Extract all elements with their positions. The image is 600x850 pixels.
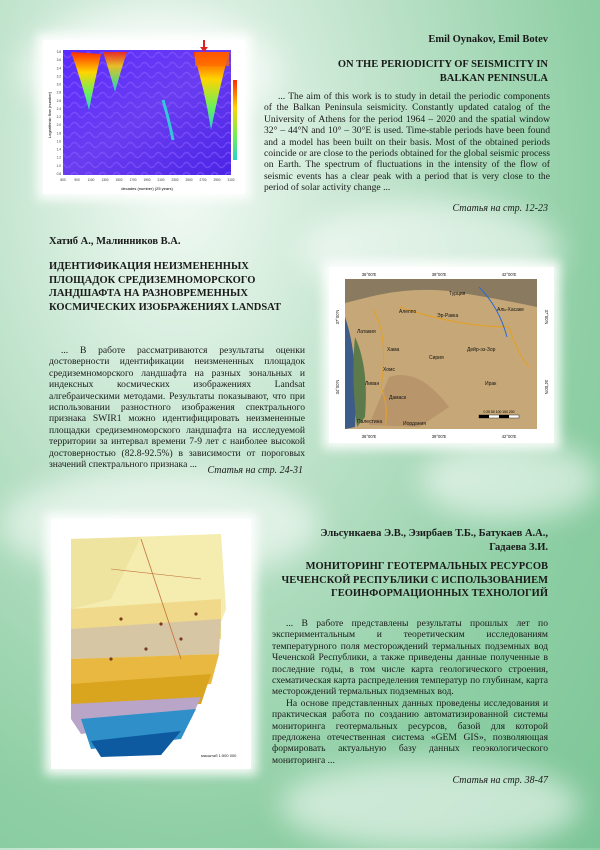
x-tick-label: 2300: [171, 178, 179, 182]
map-place-label: Хама: [387, 347, 400, 353]
x-tick-label: 900: [74, 178, 80, 182]
map-place-label: Палестина: [357, 419, 383, 425]
cloud-decoration: [280, 760, 580, 850]
seismicity-figure: [43, 40, 245, 194]
map-lon-label: 36°00'E: [361, 434, 377, 439]
y-tick-label: 1.6: [56, 139, 61, 144]
article3-authors-line2: Гадаева З.И.: [489, 542, 548, 553]
map-lon-label: 39°00'E: [431, 434, 447, 439]
map-lat-label: 34°00'N: [544, 379, 549, 395]
map-place-label: Эр-Ракка: [437, 313, 459, 319]
article3-page-ref[interactable]: Статья на стр. 38-47: [452, 775, 548, 786]
y-tick-label: 2.4: [56, 106, 61, 111]
map-place-label: Турция: [449, 291, 466, 297]
map-place-label: Дейр-эз-Зор: [467, 347, 496, 353]
map-lon-label: 42°00'E: [501, 272, 517, 277]
y-tick-label: 2.6: [56, 98, 61, 103]
article1-title: ON THE PERIODICITY OF SEISMICITY IN BALKAN PENINSULA: [337, 59, 548, 84]
x-tick-label: 1700: [129, 178, 137, 182]
x-tick-label: 2900: [213, 178, 221, 182]
x-tick-label: 800: [60, 178, 66, 182]
map-place-label: Хомс: [383, 367, 395, 373]
chart-ylabel: Logarithmic flow (number): [47, 91, 52, 139]
cloud-decoration: [420, 440, 600, 520]
seismicity-spectrum-chart: [43, 40, 245, 194]
y-tick-label: 2.0: [56, 123, 61, 128]
x-tick-label: 1500: [115, 178, 123, 182]
map-place-label: Сирия: [429, 355, 444, 361]
y-tick-label: 1.2: [56, 155, 61, 160]
article2-authors: Хатиб А., Малинников В.А.: [49, 236, 181, 247]
map-place-label: Ливан: [365, 381, 380, 387]
map-lat-label: 34°00'N: [335, 379, 340, 395]
y-tick-label: 0.8: [56, 172, 61, 176]
y-tick-label: 1.4: [56, 147, 61, 152]
article3-title: МОНИТОРИНГ ГЕОТЕРМАЛЬНЫХ РЕСУРСОВ ЧЕЧЕНСКОЙ РЕСПУБЛИКИ С ИСПОЛЬЗОВАНИЕМ ГЕОИНФОРМАЦИОННЫХ ТЕХНОЛОГИЙ: [281, 561, 548, 599]
x-tick-label: 1900: [143, 178, 151, 182]
colorbar: [233, 80, 237, 160]
article1-page-ref[interactable]: Статья на стр. 12-23: [452, 203, 548, 214]
syria-map-figure: [329, 267, 554, 443]
x-tick-label: 1100: [87, 178, 95, 182]
map-place-label: Иордания: [403, 421, 427, 427]
map-place-label: Дамаск: [389, 395, 407, 401]
map-lat-label: 37°00'N: [335, 309, 340, 325]
article2-page-ref[interactable]: Статья на стр. 24-31: [207, 465, 303, 476]
article3-abstract: [272, 618, 548, 766]
x-tick-label: 3100: [227, 178, 235, 182]
map-lon-label: 42°00'E: [501, 434, 517, 439]
chechnya-geology-map: [51, 519, 251, 769]
chart-xlabel: decades (number) (25 years): [121, 186, 173, 191]
y-tick-label: 3.6: [56, 58, 61, 63]
x-tick-label: 2500: [185, 178, 193, 182]
y-tick-label: 3.0: [56, 82, 61, 87]
svg-text:0 25 50 100 150 200: 0 25 50 100 150 200: [483, 410, 515, 414]
y-tick-label: 1.8: [56, 131, 61, 136]
y-tick-label: 2.8: [56, 90, 61, 95]
map-lat-label: 37°00'N: [544, 309, 549, 325]
map-lon-label: 39°00'E: [431, 272, 447, 277]
article3-authors-line1: Эльсункаева Э.В., Эзирбаев Т.Б., Батукаев А.А.,: [320, 528, 548, 539]
chechnya-map-figure: [51, 519, 251, 769]
article2-title: ИДЕНТИФИКАЦИЯ НЕИЗМЕНЕННЫХ ПЛОЩАДОК СРЕДИЗЕМНОМОРСКОГО ЛАНДШАФТА НА РАЗНОВРЕМЕННЫХ КОСМИЧЕСКИХ ИЗОБРАЖЕНИЯХ LANDSAT: [49, 261, 281, 313]
map-place-label: Латакия: [357, 329, 376, 335]
x-tick-label: 1300: [101, 178, 109, 182]
article1-abstract: ... The aim of this work is to study in detail the periodic components of the Balkan Peninsula seismicity. Constantly updated catalog of the University of Athens for the period 1964 – 2020 and the spatial window 32° – 44°N and 10° – 30°E is used. Time-stable periods have been found and a model has been built on their basis. Most of the obtained periods coincide or are close to the periods obtained for the global seismic process on Earth. The spectrum of fluctuations in the intensity of the flow of seismic events has a clear peak with a period that is very close to the period of solar activity change ...: [264, 91, 550, 194]
x-tick-label: 2700: [199, 178, 207, 182]
map-scale-label: масштаб 1:500 000: [201, 753, 237, 758]
y-tick-label: 3.4: [56, 66, 61, 71]
map-place-label: Аль-Хасаке: [497, 307, 524, 313]
x-tick-label: 2100: [157, 178, 165, 182]
y-tick-label: 3.2: [56, 74, 61, 79]
map-place-label: Ирак: [485, 381, 497, 387]
map-place-label: Алеппо: [399, 309, 417, 315]
map-lon-label: 36°00'E: [361, 272, 377, 277]
article3-abstract-p2: На основе представленных данных проведены исследования и практическая работа по созданию автоматизированной системы мониторинга геотермальных ресурсов, базой для которой предложена отечественная система «GEM GIS», позволяющая формировать актуальную базу данных геоэкологического мониторинга ...: [272, 697, 548, 766]
y-tick-label: 3.8: [56, 50, 61, 54]
article3-abstract-p1: ... В работе представлены результаты прошлых лет по экспериментальным и теоретическим исследованиям температурного поля месторождений термальных подземных вод Чеченской Республики, а также приведены данные полученные в последние годы, в том числе карта геологического строения, схематическая карта распределения температур по глубинам, карта месторождений термальных подземных вод.: [272, 618, 548, 698]
y-tick-label: 1.0: [56, 163, 61, 168]
syria-map: [329, 267, 554, 443]
article1-authors: Emil Oynakov, Emil Botev: [428, 34, 548, 45]
article2-abstract: ... В работе рассматриваются результаты оценки достоверности идентификации неизмененных площадок средиземноморского ландшафта на разных зональных и индексных космических изображениях Landsat алгебраическими методами. Результаты показывают, что при использовании разностного изображения спектрального признака SWIR1 можно идентифицировать неизмененные площадки средиземноморского ландшафта на исследуемой территории за интервал времени 7-9 лет с наиболее высокой достоверностью (82.8-92.5%) в зависимости от пороговых значений спектрального признака ...: [49, 345, 305, 471]
y-tick-label: 2.2: [56, 115, 61, 120]
